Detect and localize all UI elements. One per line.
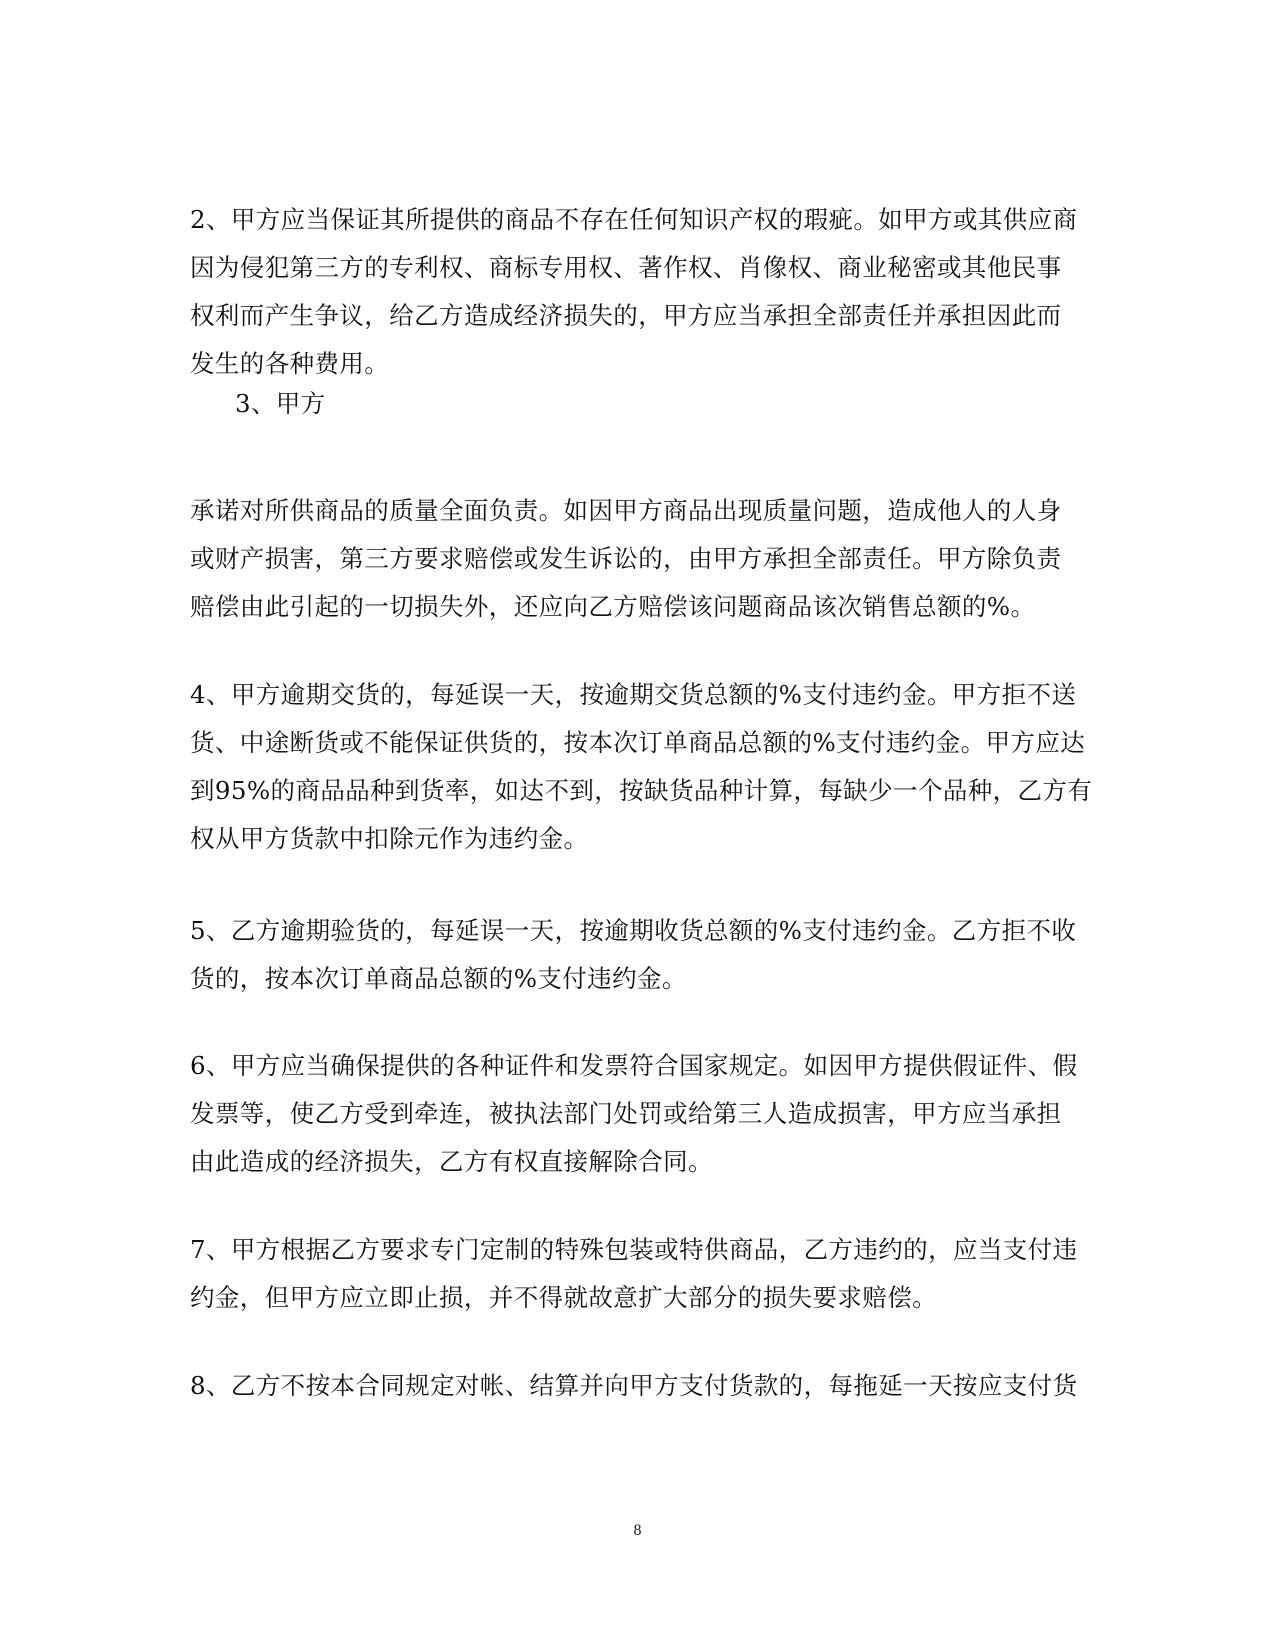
clause-2-paragraph <box>190 196 1080 388</box>
text-line: 发票等，使乙方受到牵连，被执法部门处罚或给第三人造成损害，甲方应当承担 <box>190 1099 1062 1128</box>
clause-7-paragraph <box>190 1226 1080 1322</box>
text-line: 因为侵犯第三方的专利权、商标专用权、著作权、肖像权、商业秘密或其他民事 <box>190 253 1062 282</box>
text-line: 5、乙方逾期验货的，每延误一天，按逾期收货总额的%支付违约金。乙方拒不收 <box>190 916 1077 945</box>
clause-8-paragraph <box>190 1362 1080 1410</box>
clause-4-paragraph <box>190 671 1093 863</box>
text-line: 到95%的商品品种到货率，如达不到，按缺货品种计算，每缺少一个品种，乙方有 <box>190 776 1093 805</box>
text-line: 6、甲方应当确保提供的各种证件和发票符合国家规定。如因甲方提供假证件、假 <box>190 1051 1078 1080</box>
page-number: 8 <box>633 1522 642 1539</box>
clause-3-heading <box>235 380 1125 428</box>
text-line: 权从甲方货款中扣除元作为违约金。 <box>190 824 589 853</box>
text-line: 8、乙方不按本合同规定对帐、结算并向甲方支付货款的，每拖延一天按应支付货 <box>190 1371 1078 1400</box>
text-line: 约金，但甲方应立即止损，并不得就故意扩大部分的损失要求赔偿。 <box>190 1283 937 1312</box>
text-line: 赔偿由此引起的一切损失外，还应向乙方赔偿该问题商品该次销售总额的%。 <box>190 592 1036 621</box>
text-line: 货、中途断货或不能保证供货的，按本次订单商品总额的%支付违约金。甲方应达 <box>190 728 1086 757</box>
clause-6-paragraph <box>190 1042 1080 1186</box>
text-line: 3、甲方 <box>235 389 326 418</box>
text-line: 由此造成的经济损失，乙方有权直接解除合同。 <box>190 1147 713 1176</box>
text-line: 7、甲方根据乙方要求专门定制的特殊包装或特供商品，乙方违约的，应当支付违 <box>190 1235 1078 1264</box>
text-line: 发生的各种费用。 <box>190 349 390 378</box>
text-line: 4、甲方逾期交货的，每延误一天，按逾期交货总额的%支付违约金。甲方拒不送 <box>190 680 1077 709</box>
text-line: 货的，按本次订单商品总额的%支付违约金。 <box>190 964 687 993</box>
text-line: 或财产损害，第三方要求赔偿或发生诉讼的，由甲方承担全部责任。甲方除负责 <box>190 544 1062 573</box>
text-line: 承诺对所供商品的质量全面负责。如因甲方商品出现质量问题，造成他人的人身 <box>190 496 1062 525</box>
clause-5-paragraph <box>190 907 1080 1003</box>
text-line: 2、甲方应当保证其所提供的商品不存在任何知识产权的瑕疵。如甲方或其供应商 <box>190 205 1078 234</box>
text-line: 权利而产生争议，给乙方造成经济损失的，甲方应当承担全部责任并承担因此而 <box>190 301 1062 330</box>
clause-3-body-paragraph <box>190 487 1080 631</box>
